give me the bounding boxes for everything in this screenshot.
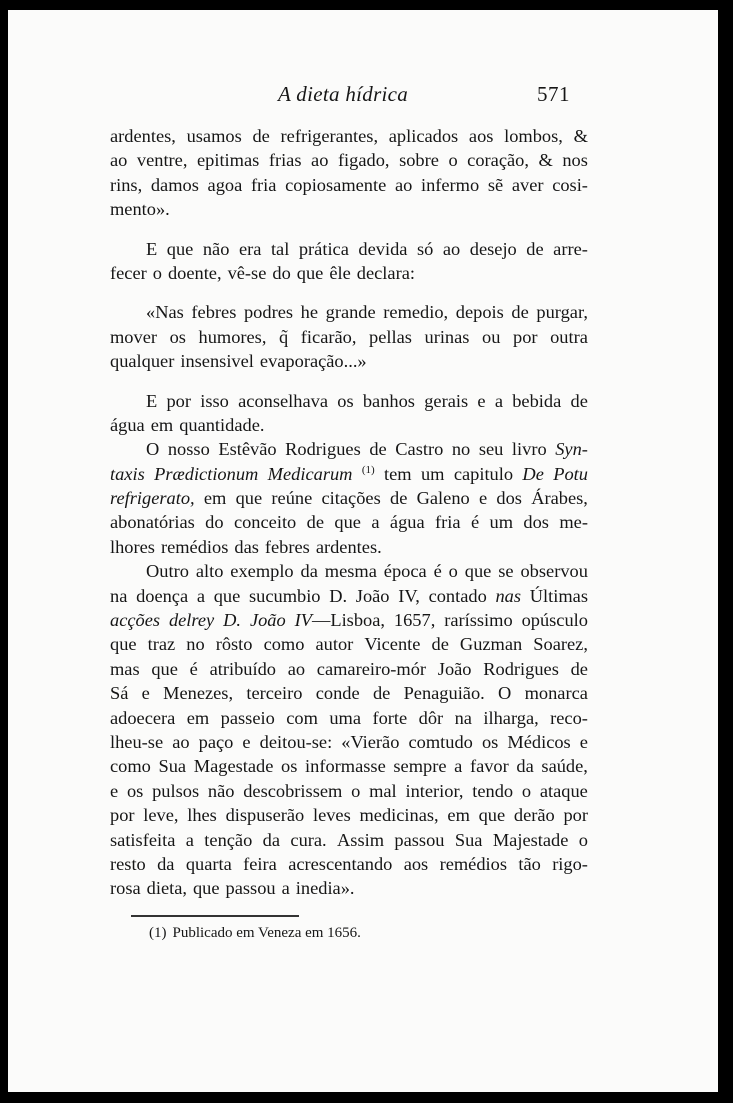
text-line: E que não era tal prática devida só ao desejo de arre- [146, 238, 588, 259]
footnote-mark: (1) [149, 925, 167, 941]
page-frame-bottom [8, 1092, 718, 1103]
text-line: lhores remédios das febres ardentes. [110, 536, 382, 557]
text-line: mover os humores, q̃ ficarão, pellas urinas ou por outra [110, 326, 588, 347]
running-title: A dieta hídrica [278, 82, 409, 106]
text-line: O nosso Estêvão Rodrigues de Castro no seu livro Syn- [146, 439, 588, 460]
footnote [149, 922, 361, 944]
text-line: Outro alto exemplo da mesma época é o que se observou [146, 561, 588, 582]
text-line: rins, damos agoa fria copiosamente ao infermo sẽ aver cosi- [110, 174, 588, 195]
page-number: 571 [537, 82, 570, 106]
text-line: abonatórias do conceito de que a água fria é um dos me- [110, 512, 588, 533]
running-head [8, 78, 718, 108]
text-line: qualquer insensivel evaporação...» [110, 351, 367, 372]
paragraph-gap [110, 374, 588, 389]
text-line: mento». [110, 199, 170, 220]
text-line: Sá e Menezes, terceiro conde de Penaguião. O monarca [110, 683, 588, 704]
text-line: fecer o doente, vê-se do que êle declara: [110, 262, 415, 283]
text-line: na doença a que sucumbio D. João IV, contado nas Últimas [110, 585, 588, 606]
text-line: refrigerato, em que reúne citações de Galeno e dos Árabes, [110, 488, 588, 509]
text-line: rosa dieta, que passou a inedia». [110, 878, 355, 899]
text-line: ao ventre, epitimas frias ao figado, sobre o coração, & nos [110, 150, 588, 171]
body-text [110, 124, 588, 901]
text-line: e os pulsos não descobrissem o mal interior, tendo o ataque [110, 780, 588, 801]
text-line: ardentes, usamos de refrigerantes, aplicados aos lombos, & [110, 126, 588, 146]
text-line: resto da quarta feira acrescentando aos remédios tão rigo- [110, 853, 588, 874]
text-line: «Nas febres podres he grande remedio, depois de purgar, [146, 302, 588, 323]
book-page [8, 10, 718, 1092]
footnote-text: Publicado em Veneza em 1656. [172, 925, 361, 941]
paragraph-gap [110, 285, 588, 300]
text-line: que traz no rôsto como autor Vicente de Guzman Soarez, [110, 634, 588, 655]
text-line: como Sua Magestade os informasse sempre a favor da saúde, [110, 756, 588, 777]
text-line: taxis Prædictionum Medicarum $^{(1)}$ tem um capitulo De Potu [110, 463, 588, 484]
text-line: adoecera em passeio com uma forte dôr na ilharga, reco- [110, 707, 588, 728]
text-line: acções delrey D. João IV—Lisboa, 1657, raríssimo opúsculo [110, 610, 588, 631]
text-line: por leve, lhes dispuserão leves medicinas, em que derão por [110, 805, 588, 826]
text-line: lheu-se ao paço e deitou-se: «Vierão comtudo os Médicos e [110, 731, 588, 752]
paragraph-gap [110, 222, 588, 237]
text-line: mas que é atribuído ao camareiro-mór João Rodrigues de [110, 658, 588, 679]
footnote-rule [131, 915, 299, 917]
text-line: satisfeita a tenção da cura. Assim passou Sua Majestade o [110, 829, 588, 850]
text-line: E por isso aconselhava os banhos gerais e a bebida de [146, 390, 588, 411]
text-line: água em quantidade. [110, 414, 265, 435]
